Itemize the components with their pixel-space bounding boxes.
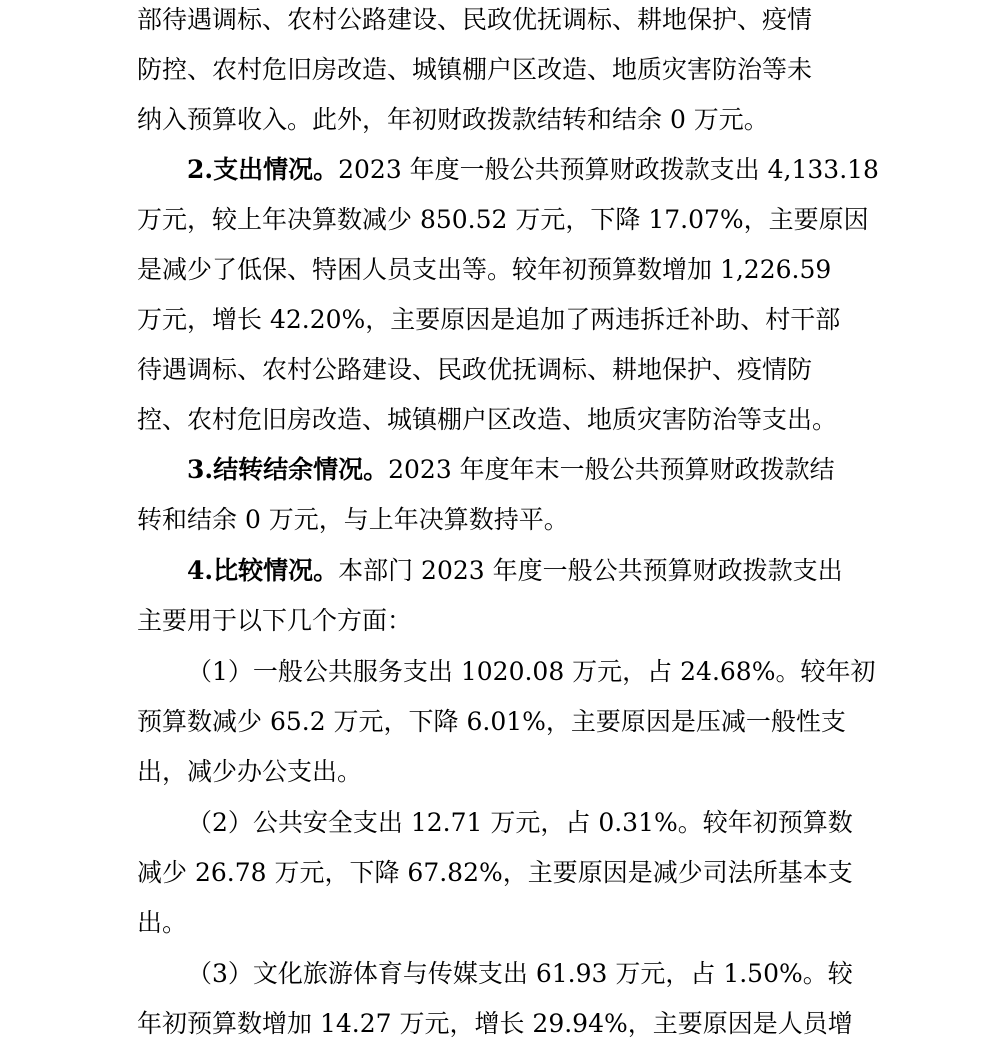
text-line: 预算数减少 65.2 万元，下降 6.01%，主要原因是压减一般性支 <box>137 707 846 736</box>
section-heading: 4.比较情况。 <box>187 556 339 585</box>
text-line: 2023 年度年末一般公共预算财政拨款结 <box>388 455 835 484</box>
text-line: 纳入预算收入。此外，年初财政拨款结转和结余 0 万元。 <box>137 105 769 134</box>
text-line: 待遇调标、农村公路建设、民政优抚调标、耕地保护、疫情防 <box>137 355 813 384</box>
text-line: 出，减少办公支出。 <box>137 757 363 786</box>
paragraph-first-line <box>187 551 843 591</box>
text-line: 2023 年度一般公共预算财政拨款支出 4,133.18 <box>338 155 879 184</box>
text-line: 主要用于以下几个方面： <box>137 606 413 635</box>
paragraph-first-line: （1）一般公共服务支出 1020.08 万元，占 24.68%。较年初 <box>187 657 876 686</box>
section-heading: 3.结转结余情况。 <box>187 455 389 484</box>
text-line: 转和结余 0 万元，与上年决算数持平。 <box>137 505 569 534</box>
text-line: 防控、农村危旧房改造、城镇棚户区改造、地质灾害防治等未 <box>137 55 813 84</box>
paragraph-first-line: （2）公共安全支出 12.71 万元，占 0.31%。较年初预算数 <box>187 808 853 837</box>
text-line: 控、农村危旧房改造、城镇棚户区改造、地质灾害防治等支出。 <box>137 405 838 434</box>
text-line: 减少 26.78 万元，下降 67.82%，主要原因是减少司法所基本支 <box>137 858 853 887</box>
paragraph-first-line <box>187 450 835 490</box>
paragraph-first-line: （3）文化旅游体育与传媒支出 61.93 万元，占 1.50%。较 <box>187 959 853 988</box>
text-line: 万元，较上年决算数减少 850.52 万元，下降 17.07%，主要原因 <box>137 205 869 234</box>
text-line: 本部门 2023 年度一般公共预算财政拨款支出 <box>338 556 843 585</box>
text-line: 部待遇调标、农村公路建设、民政优抚调标、耕地保护、疫情 <box>137 5 813 34</box>
text-line: 出。 <box>137 908 188 937</box>
text-line: 万元，增长 42.20%，主要原因是追加了两违拆迁补助、村干部 <box>137 305 841 334</box>
text-line: 是减少了低保、特困人员支出等。较年初预算数增加 1,226.59 <box>137 255 832 284</box>
paragraph-first-line <box>187 150 879 190</box>
section-heading: 2.支出情况。 <box>187 155 339 184</box>
text-line: 年初预算数增加 14.27 万元，增长 29.94%，主要原因是人员增 <box>137 1009 853 1038</box>
